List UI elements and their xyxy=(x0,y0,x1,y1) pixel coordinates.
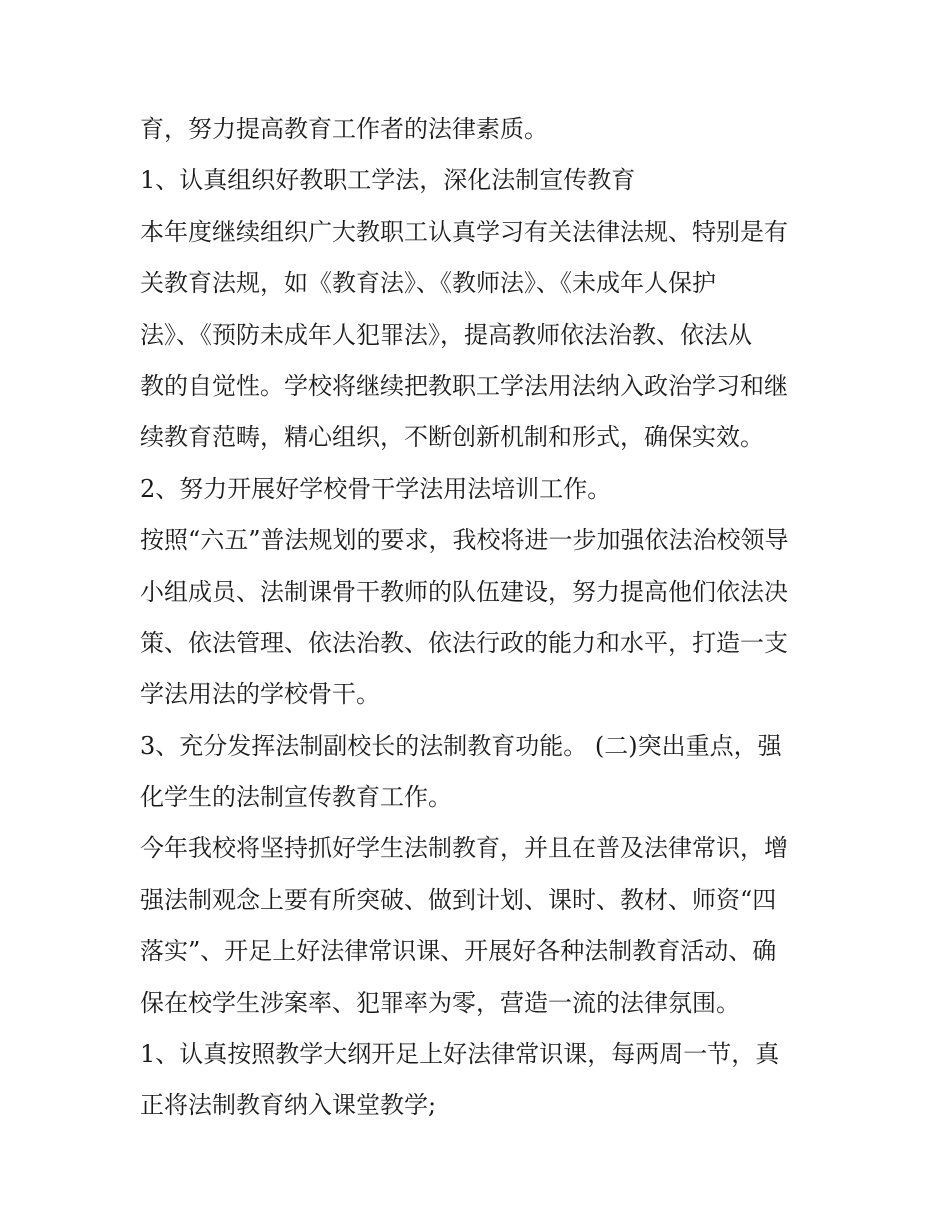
text-line: 法》、《预防未成年人犯罪法》，提高教师依法治教、依法从 xyxy=(140,320,752,349)
text-line: 本年度继续组织广大教职工认真学习有关法律法规、特别是有 xyxy=(140,217,788,246)
text-line: 正将法制教育纳入课堂教学; xyxy=(140,1091,437,1120)
text-line: 续教育范畴，精心组织，不断创新机制和形式，确保实效。 xyxy=(140,423,764,452)
text-line: 教的自觉性。学校将继续把教职工学法用法纳入政治学习和继 xyxy=(140,371,788,400)
section-heading: 3、充分发挥法制副校长的法制教育功能。 (二)突出重点，强 xyxy=(140,731,782,760)
text-line: 学法用法的学校骨干。 xyxy=(140,680,380,709)
text-line: 按照“六五”普法规划的要求，我校将进一步加强依法治校领导 xyxy=(140,526,789,555)
text-line: 策、依法管理、依法治教、依法行政的能力和水平，打造一支 xyxy=(140,628,788,657)
section-heading: 2、努力开展好学校骨干学法用法培训工作。 xyxy=(140,474,612,503)
text-line: 强法制观念上要有所突破、做到计划、课时、教材、师资“四 xyxy=(140,885,777,914)
section-heading: 1、认真组织好教职工学法，深化法制宣传教育 xyxy=(140,166,636,195)
text-line: 保在校学生涉案率、犯罪率为零，营造一流的法律氛围。 xyxy=(140,988,740,1017)
body-text xyxy=(140,104,820,1132)
text-line: 化学生的法制宣传教育工作。 xyxy=(140,783,452,812)
text-line: 关教育法规，如《教育法》、《教师法》、《未成年人保护 xyxy=(140,269,716,298)
text-line: 小组成员、法制课骨干教师的队伍建设，努力提高他们依法决 xyxy=(140,577,788,606)
text-line: 落实”、开足上好法律常识课、开展好各种法制教育活动、确 xyxy=(140,937,777,966)
text-line: 今年我校将坚持抓好学生法制教育，并且在普及法律常识，增 xyxy=(140,834,788,863)
text-line: 育，努力提高教育工作者的法律素质。 xyxy=(140,115,548,143)
section-heading: 1、认真按照教学大纲开足上好法律常识课，每两周一节，真 xyxy=(140,1040,780,1069)
